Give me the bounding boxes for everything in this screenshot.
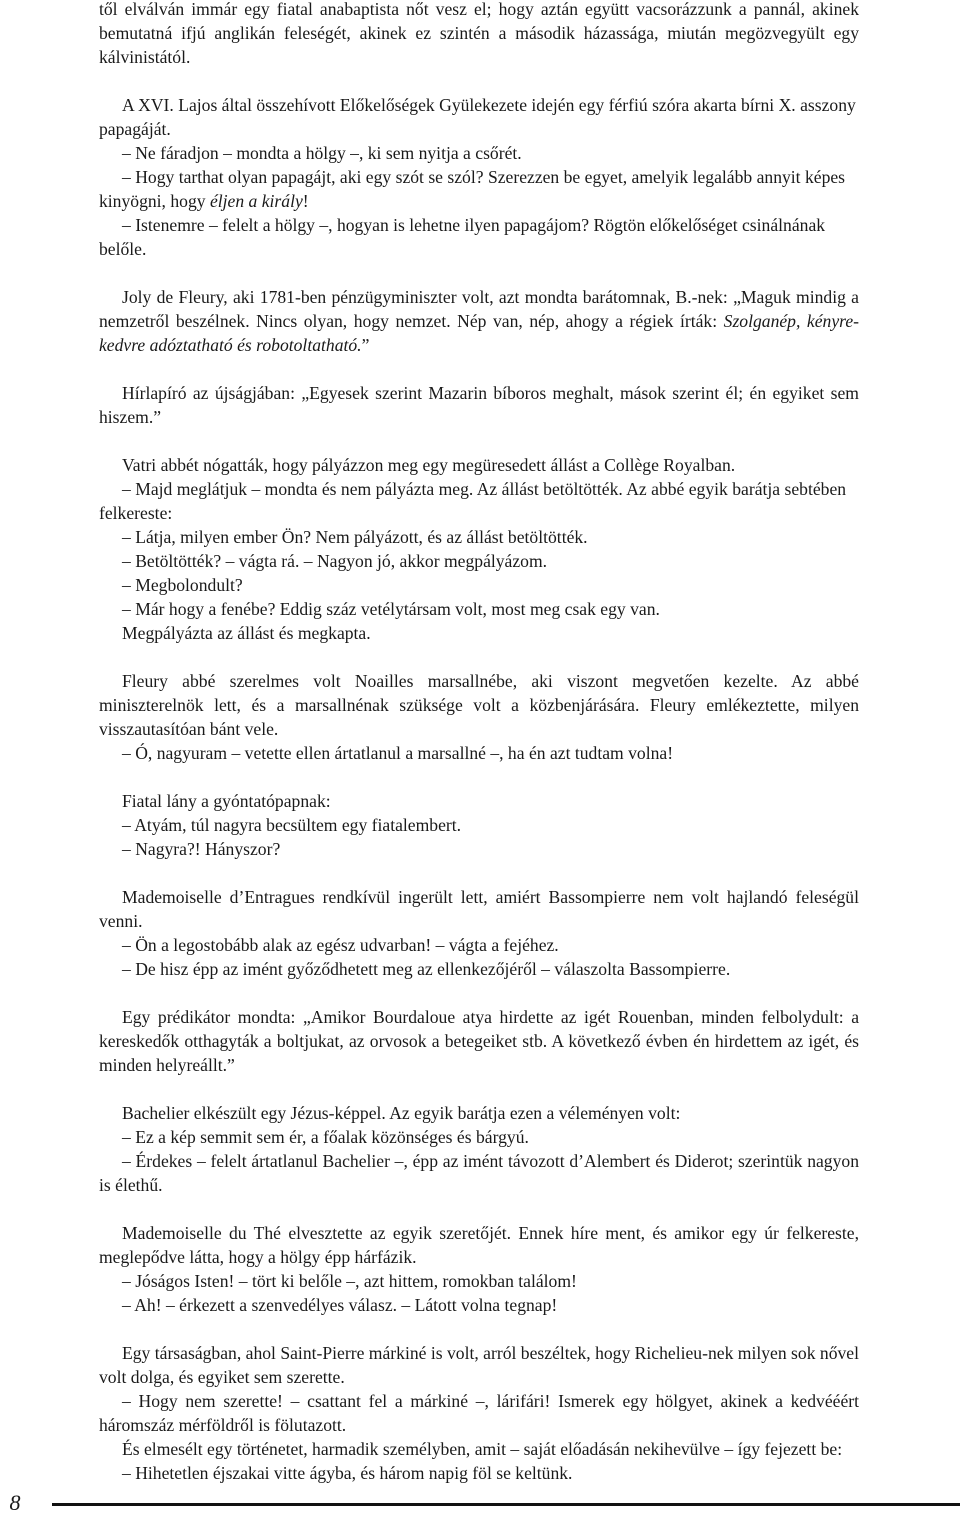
paragraph: – Hihetetlen éjszakai vitte ágyba, és három napig föl se keltünk. xyxy=(122,1463,573,1483)
paragraph: Joly de Fleury, aki 1781-ben pénzügyminiszter volt, azt mondta barátomnak, B.-nek: „Maguk mindig a nemzetről beszélnek. Nincs olyan, hogy nemzet. Nép van, nép, ahogy a régiek írták: Szolganép, kényre-kedvre adóztatható és robotoltatható.” xyxy=(99,287,859,355)
paragraph: től elválván immár egy fiatal anabaptista nőt vesz el; hogy aztán együtt vacsorázzunk a pannál, akinek bemutatná ifjú anglikán feleségét, akinek ez szintén a második házassága, miután megözvegyült egy kálvinistától. xyxy=(99,0,859,67)
paragraph: – Atyám, túl nagyra becsültem egy fiatalembert. xyxy=(122,815,462,835)
body-text xyxy=(99,0,859,1485)
paragraph: – Nagyra?! Hányszor? xyxy=(122,839,281,859)
paragraph: – Istenemre – felelt a hölgy –, hogyan is lehetne ilyen papagájom? Rögtön előkelőséget csinálnának belőle. xyxy=(99,215,826,259)
paragraph: – Ez a kép semmit sem ér, a főalak közönséges és bárgyú. xyxy=(122,1127,529,1147)
paragraph: – Betöltötték? – vágta rá. – Nagyon jó, akkor megpályázom. xyxy=(122,551,548,571)
paragraph: Egy társaságban, ahol Saint-Pierre márkiné is volt, arról beszéltek, hogy Richelieu-nek milyen sok nővel volt dolga, és egyiket sem szerette. xyxy=(99,1343,859,1387)
paragraph: Fiatal lány a gyóntatópapnak: xyxy=(122,791,331,811)
paragraph: Megpályázta az állást és megkapta. xyxy=(122,623,371,643)
paragraph: – Megbolondult? xyxy=(122,575,243,595)
paragraph: – Ne fáradjon – mondta a hölgy –, ki sem nyitja a csőrét. xyxy=(122,143,522,163)
paragraph: – Ó, nagyuram – vetette ellen ártatlanul a marsallné –, ha én azt tudtam volna! xyxy=(122,743,674,763)
paragraph: – Már hogy a fenébe? Eddig száz vetélytársam volt, most meg csak egy van. xyxy=(122,599,660,619)
paragraph: Fleury abbé szerelmes volt Noailles marsallnébe, aki viszont megvetően kezelte. Az abbé miniszterelnök lett, és a marsallnénak szüksége volt a közbenjárására. Fleury emlékeztette, milyen visszautasítóan bánt vele. xyxy=(99,671,859,739)
paragraph: – Jóságos Isten! – tört ki belőle –, azt hittem, romokban találom! xyxy=(122,1271,577,1291)
footer-rule xyxy=(52,1503,960,1506)
paragraph: – Érdekes – felelt ártatlanul Bachelier –, épp az imént távozott d’Alembert és Diderot; szerintük nagyon is élethű. xyxy=(99,1151,859,1195)
paragraph: Vatri abbét nógatták, hogy pályázzon meg egy megüresedett állást a Collège Royalban. xyxy=(122,455,736,475)
paragraph: – Ah! – érkezett a szenvedélyes válasz. – Látott volna tegnap! xyxy=(122,1295,558,1315)
paragraph: Mademoiselle du Thé elvesztette az egyik szeretőjét. Ennek híre ment, és amikor egy úr felkereste, meglepődve látta, hogy a hölgy épp hárfázik. xyxy=(99,1223,859,1267)
paragraph: Bachelier elkészült egy Jézus-képpel. Az egyik barátja ezen a véleményen volt: xyxy=(122,1103,681,1123)
paragraph: – Hogy tarthat olyan papagájt, aki egy szót se szól? Szerezzen be egyet, amelyik legalább annyit képes kinyögni, hogy éljen a király! xyxy=(99,167,846,211)
paragraph: A XVI. Lajos által összehívott Előkelőségek Gyülekezete idején egy férfiú szóra akarta bírni X. asszony papagáját. xyxy=(99,95,856,139)
paragraph: Egy prédikátor mondta: „Amikor Bourdaloue atya hirdette az igét Rouenban, minden felbolydult: a kereskedők otthagyták a boltjukat, az orvosok a betegeiket stb. A következő évben én hirdettem az igét, és minden helyreállt.” xyxy=(99,1007,859,1075)
paragraph: – Majd meglátjuk – mondta és nem pályázta meg. Az állást betöltötték. Az abbé egyik barátja sebtében felkereste: xyxy=(99,479,847,523)
paragraph: – De hisz épp az imént győződhetett meg az ellenkezőjéről – válaszolta Bassompierre. xyxy=(122,959,731,979)
paragraph: – Hogy nem szerette! – csattant fel a márkiné –, lárifári! Ismerek egy hölgyet, akinek a kedvééért háromszáz mérföldről is fölutazott. xyxy=(99,1391,859,1435)
paragraph: És elmesélt egy történetet, harmadik személyben, amit – saját előadásán nekihevülve – így fejezett be: xyxy=(122,1439,843,1459)
page-number: 8 xyxy=(9,1490,21,1515)
paragraph: Hírlapíró az újságjában: „Egyesek szerint Mazarin bíboros meghalt, mások szerint él; én egyiket sem hiszem.” xyxy=(99,383,859,427)
page-footer xyxy=(0,1480,960,1521)
paragraph: Mademoiselle d’Entragues rendkívül ingerült lett, amiért Bassompierre nem volt hajlandó feleségül venni. xyxy=(99,887,859,931)
paragraph: – Látja, milyen ember Ön? Nem pályázott, és az állást betöltötték. xyxy=(122,527,588,547)
paragraph: – Ön a legostobább alak az egész udvarban! – vágta a fejéhez. xyxy=(122,935,559,955)
